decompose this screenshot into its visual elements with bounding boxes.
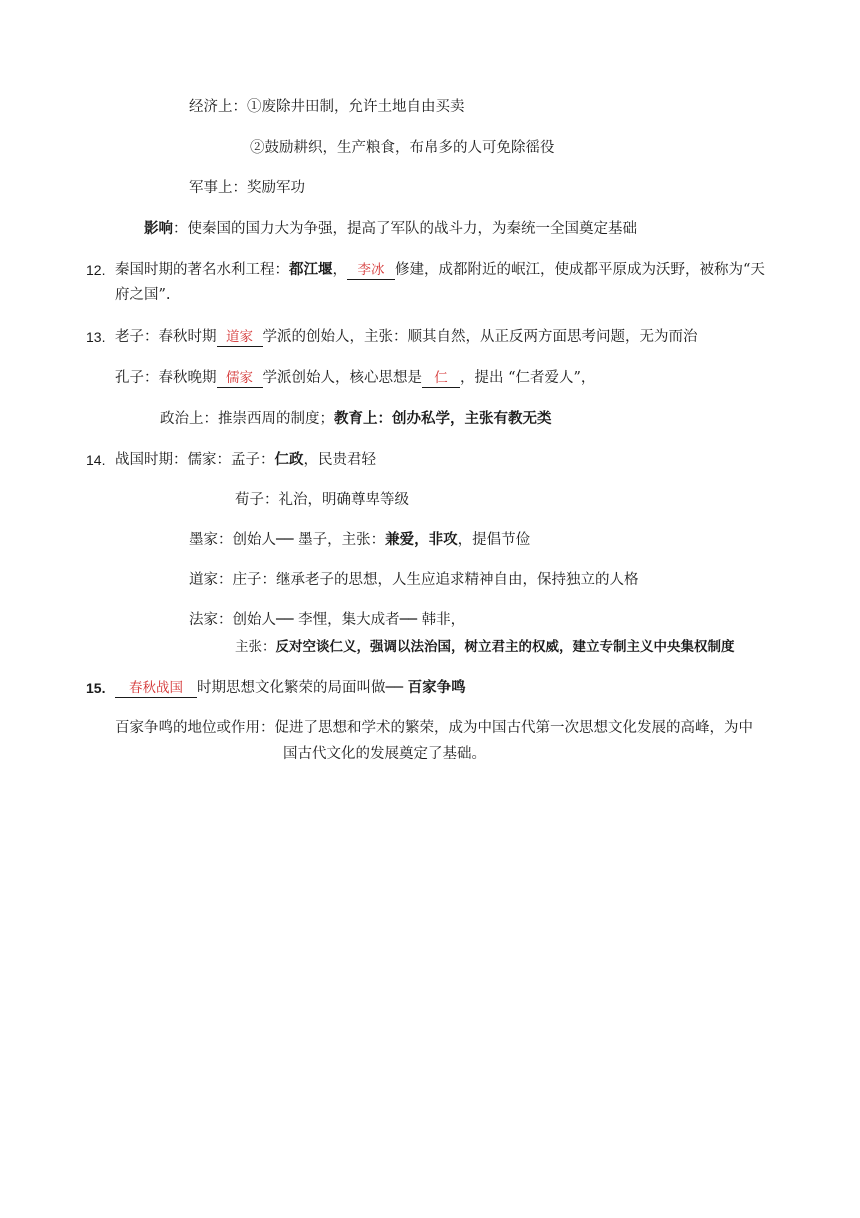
q14-mengzi-line: 战国时期：儒家：孟子：仁政，民贵君轻 bbox=[115, 451, 376, 468]
economic-line-2: ②鼓励耕织，生产粮食，布帛多的人可免除徭役 bbox=[250, 140, 555, 156]
q15-line-1: 春秋战国 时期思想文化繁荣的局面叫做── 百家争鸣 bbox=[115, 678, 466, 698]
economic-line-1: 经济上：①废除井田制，允许土地自由买卖 bbox=[189, 99, 465, 115]
influence-line: 影响：使秦国的国力大为争强，提高了军队的战斗力，为秦统一全国奠定基础 bbox=[144, 220, 637, 237]
q15-role-line-1: 百家争鸣的地位或作用：促进了思想和学术的繁荣，成为中国古代第一次思想文化发展的高峰，为中 bbox=[115, 720, 753, 736]
military-line: 军事上：奖励军功 bbox=[189, 180, 305, 196]
q12-line-1: 秦国时期的著名水利工程：都江堰， 李冰 修建，成都附近的岷江，使成都平原成为沃野，被称为“天 bbox=[115, 261, 765, 278]
item-number-13: 13. bbox=[86, 329, 106, 345]
fill-blank-answer: 儒家 bbox=[217, 369, 263, 388]
q14-mojia-line: 墨家：创始人── 墨子，主张：兼爱，非攻，提倡节俭 bbox=[189, 531, 531, 548]
q14-fajia-line: 法家：创始人── 李悝，集大成者── 韩非， bbox=[189, 612, 466, 628]
q14-fajia-claim-line: 主张：反对空谈仁义，强调以法治国，树立君主的权威，建立专制主义中央集权制度 bbox=[235, 639, 735, 655]
q12-line-2: 府之国”. bbox=[115, 287, 171, 303]
q13-kongzi-line: 孔子：春秋晚期 儒家 学派创始人，核心思想是 仁 ，提出 “仁者爱人”， bbox=[115, 370, 596, 386]
fill-blank-answer: 仁 bbox=[422, 369, 460, 388]
q13-laozi-line: 老子：春秋时期 道家 学派的创始人，主张：顺其自然，从正反两方面思考问题，无为而治 bbox=[115, 329, 698, 345]
item-number-15: 15. bbox=[86, 680, 106, 696]
fill-blank-answer: 李冰 bbox=[347, 261, 395, 280]
item-number-14: 14. bbox=[86, 452, 106, 468]
q15-role-line-2: 国古代文化的发展奠定了基础。 bbox=[283, 746, 486, 762]
q14-daojia-line: 道家：庄子：继承老子的思想，人生应追求精神自由，保持独立的人格 bbox=[189, 572, 639, 588]
fill-blank-answer: 道家 bbox=[217, 328, 263, 347]
q14-xunzi-line: 荀子：礼治，明确尊卑等级 bbox=[235, 492, 409, 508]
q13-politics-line: 政治上：推崇西周的制度；教育上：创办私学，主张有教无类 bbox=[160, 410, 552, 427]
fill-blank-answer: 春秋战国 bbox=[115, 679, 197, 698]
item-number-12: 12. bbox=[86, 262, 106, 278]
